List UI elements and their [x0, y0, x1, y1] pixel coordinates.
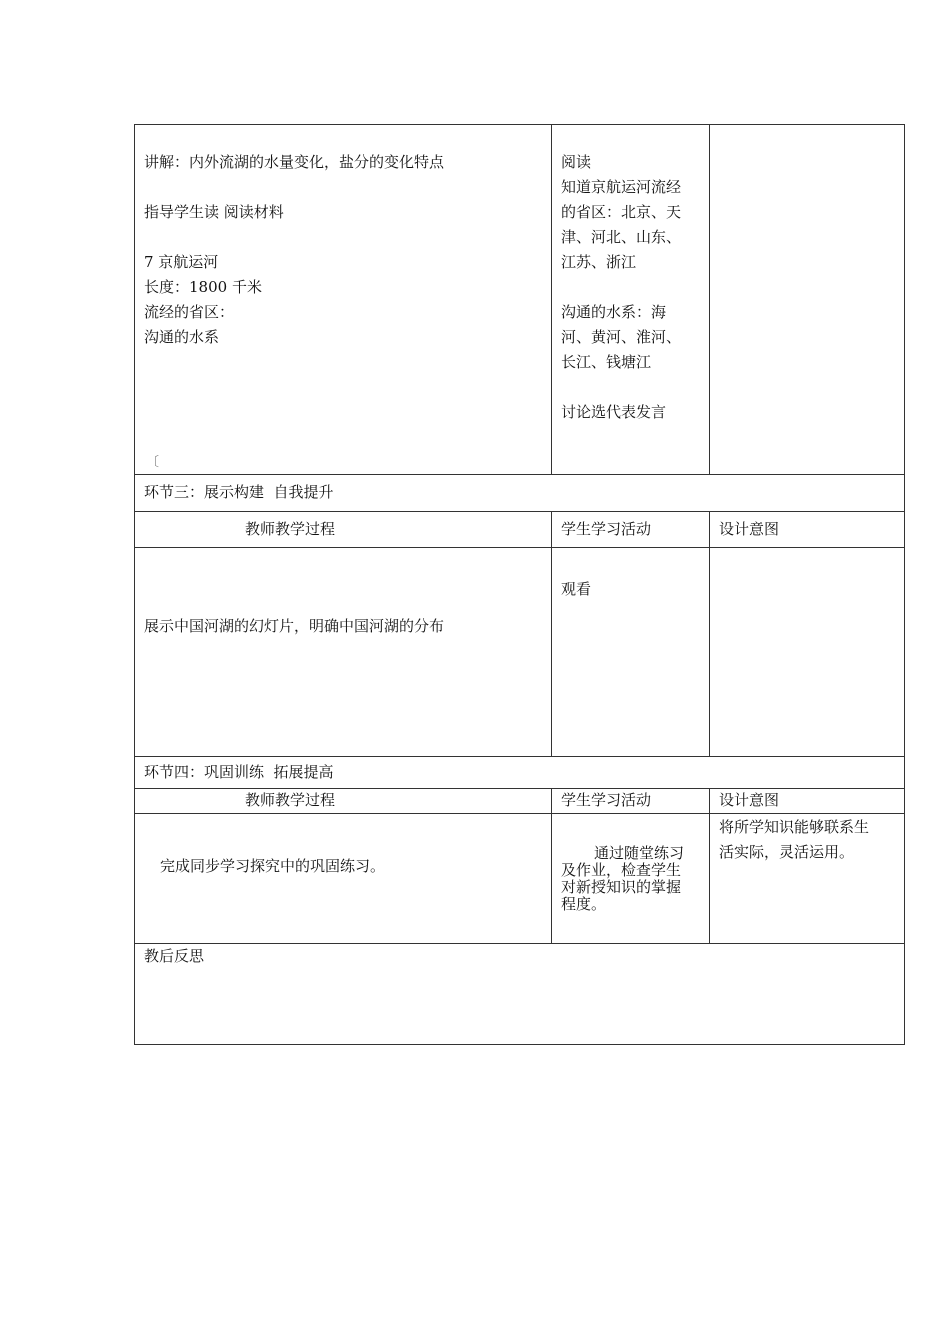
teacher-line: 长度：1800 千米: [144, 278, 262, 296]
section3-title: 环节三：展示构建 自我提升: [144, 483, 334, 501]
student-line: 江苏、浙江: [561, 253, 637, 271]
table-border-left: [134, 124, 135, 1045]
student-line: 对新授知识的掌握: [561, 878, 682, 896]
section4-student-cell: [561, 845, 707, 913]
section3-student-text: 观看: [561, 580, 592, 598]
teacher-line: 7 京航运河: [144, 253, 219, 271]
header-design-intent: 设计意图: [719, 520, 780, 538]
column-divider: [551, 124, 552, 474]
teacher-line: [144, 225, 544, 250]
design-line: 活实际，灵活运用。: [719, 843, 855, 861]
section4-teacher-text: 完成同步学习探究中的巩固练习。: [160, 857, 386, 875]
header-teacher-process: 教师教学过程: [245, 520, 336, 538]
student-line: [561, 275, 707, 300]
student-activity-cell: [561, 150, 707, 425]
header-design-intent: 设计意图: [719, 791, 780, 809]
column-divider: [709, 511, 710, 756]
student-line: 阅读: [561, 153, 592, 171]
header-teacher-process: 教师教学过程: [245, 791, 336, 809]
header-student-activity: 学生学习活动: [561, 791, 652, 809]
column-divider: [551, 788, 552, 943]
row-divider: [134, 813, 905, 814]
row-divider: [134, 547, 905, 548]
column-divider: [551, 511, 552, 756]
teacher-line: 流经的省区：: [144, 303, 235, 321]
section4-title: 环节四：巩固训练 拓展提高: [144, 763, 334, 781]
student-line: 沟通的水系：海: [561, 303, 667, 321]
teacher-line: 指导学生读 阅读材料: [144, 203, 284, 221]
reflection-area: [135, 970, 904, 1044]
design-line: 将所学知识能够联系生: [719, 818, 870, 836]
column-divider: [709, 124, 710, 474]
table-border-top: [134, 124, 905, 125]
teacher-process-cell: [144, 150, 544, 350]
row-divider: [134, 474, 905, 475]
row-divider: [134, 511, 905, 512]
section4-design-cell: [719, 815, 903, 865]
student-line: 知道京航运河流经: [561, 178, 682, 196]
reflection-title: 教后反思: [144, 947, 205, 965]
student-line: 讨论选代表发言: [561, 403, 667, 421]
teacher-line: 讲解：内外流湖的水量变化，盐分的变化特点: [144, 153, 445, 171]
student-line: 程度。: [561, 895, 607, 913]
student-line: 津、河北、山东、: [561, 228, 682, 246]
section3-teacher-text: 展示中国河湖的幻灯片，明确中国河湖的分布: [144, 617, 445, 635]
student-line: 长江、钱塘江: [561, 353, 652, 371]
student-line: 的省区：北京、天: [561, 203, 682, 221]
student-line: [561, 375, 707, 400]
teacher-line: 沟通的水系: [144, 328, 220, 346]
table-border-bottom: [134, 1044, 905, 1045]
student-line: 河、黄河、淮河、: [561, 328, 682, 346]
teacher-line: [144, 175, 544, 200]
header-student-activity: 学生学习活动: [561, 520, 652, 538]
teacher-mark: 〔: [146, 455, 160, 470]
column-divider: [709, 788, 710, 943]
table-border-right: [904, 124, 905, 1045]
row-divider: [134, 943, 905, 944]
row-divider: [134, 756, 905, 757]
student-line: 通过随堂练习: [594, 844, 685, 862]
student-line: 及作业，检查学生: [561, 861, 682, 879]
